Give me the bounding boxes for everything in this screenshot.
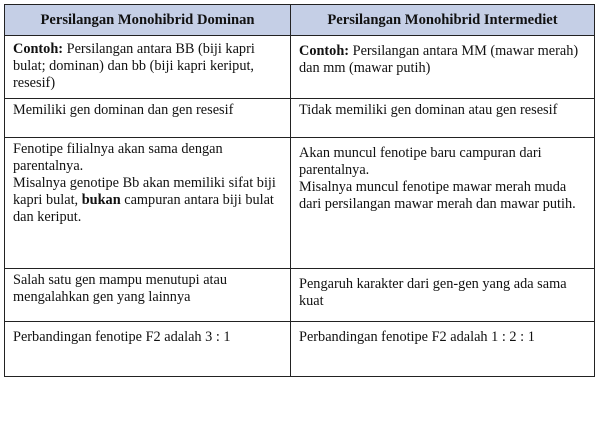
table-row xyxy=(5,138,595,269)
cell-intermediet-fenotipe xyxy=(291,138,595,269)
table-row xyxy=(5,99,595,138)
table-row xyxy=(5,269,595,322)
cell-dominan-fenotipe xyxy=(5,138,291,269)
cell-dominan-sifat: Salah satu gen mampu menutupi atau mengalahkan gen yang lainnya xyxy=(5,269,291,322)
cell-dominan-rasio: Perbandingan fenotipe F2 adalah 3 : 1 xyxy=(5,322,291,377)
contoh-label: Contoh: xyxy=(299,43,350,59)
table-body xyxy=(5,36,595,377)
header-dominan: Persilangan Monohibrid Dominan xyxy=(5,5,291,36)
cell-dominan-gen: Memiliki gen dominan dan gen resesif xyxy=(5,99,291,138)
table-header xyxy=(5,5,595,36)
cell-intermediet-contoh xyxy=(291,36,595,99)
fenotipe-line-3: campuran antara biji bulat dan keriput. xyxy=(13,192,274,225)
fenotipe-line-1: Fenotipe filialnya akan sama dengan parentalnya. xyxy=(13,141,223,174)
table-row xyxy=(5,322,595,377)
header-intermediet: Persilangan Monohibrid Intermediet xyxy=(291,5,595,36)
cell-intermediet-rasio: Perbandingan fenotipe F2 adalah 1 : 2 : 1 xyxy=(291,322,595,377)
contoh-text: Persilangan antara BB (biji kapri bulat; dominan) dan bb (biji kapri keriput, resesif) xyxy=(13,41,255,91)
table-row xyxy=(5,36,595,99)
fenotipe-line-2: Misalnya muncul fenotipe mawar merah muda dari persilangan mawar merah dan mawar putih. xyxy=(299,179,576,212)
comparison-table xyxy=(4,4,595,377)
fenotipe-line-1: Akan muncul fenotipe baru campuran dari parentalnya. xyxy=(299,145,542,178)
cell-intermediet-sifat: Pengaruh karakter dari gen-gen yang ada sama kuat xyxy=(291,269,595,322)
header-row xyxy=(5,5,595,36)
fenotipe-line-2: Misalnya genotipe Bb akan memiliki sifat biji kapri bulat, xyxy=(13,175,276,208)
contoh-text: Persilangan antara MM (mawar merah) dan mm (mawar putih) xyxy=(299,43,579,76)
cell-dominan-contoh xyxy=(5,36,291,99)
contoh-label: Contoh: xyxy=(13,41,64,57)
fenotipe-bold-word: bukan xyxy=(81,192,121,208)
cell-intermediet-gen: Tidak memiliki gen dominan atau gen resesif xyxy=(291,99,595,138)
